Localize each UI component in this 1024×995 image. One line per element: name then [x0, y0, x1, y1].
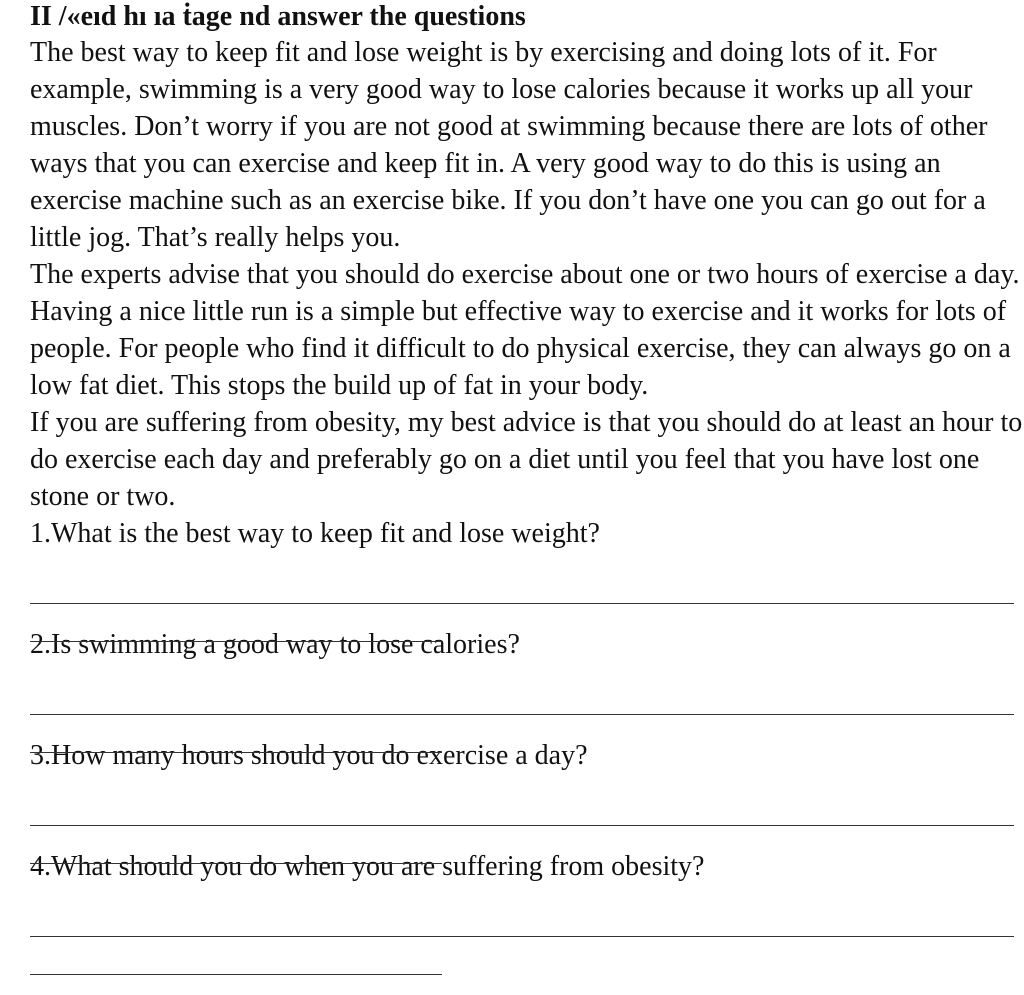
answer-line	[30, 603, 1014, 604]
passage-paragraph-1: The best way to keep fit and lose weight is by exercising and doing lots of it. For example, swimming is a very good way to lose calories because it works up all your muscles. Don’t worry if you are not good at swimming because there are lots of other ways that you can exercise and keep fit in. A very good way to do this is using an exercise machine such as an exercise bike. If you don’t have one you can go out for a little jog. That’s really helps you.	[30, 37, 988, 253]
question-2: 2.Is swimming a good way to lose calories?	[30, 629, 520, 660]
question-3: 3.How many hours should you do exercise a day?	[30, 740, 588, 771]
passage-paragraph-2: The experts advise that you should do exercise about one or two hours of exercise a day. Having a nice little run is a simple but effective way to exercise and it works for lots of people. For people who find it difficult to do physical exercise, they can always go on a low fat diet. This stops the build up of fat in your body.	[30, 259, 1020, 401]
passage-paragraph-3: If you are suffering from obesity, my best advice is that you should do at least an hour to do exercise each day and preferably go on a diet until you feel that you have lost one stone or two.	[30, 407, 1023, 512]
answer-line	[30, 974, 442, 975]
worksheet	[30, 0, 1024, 959]
reading-passage	[30, 34, 1024, 515]
question-block-3	[30, 737, 1024, 848]
exercise-heading: II /«eıd hı ıa ṫage nd answer the questions	[30, 1, 526, 32]
question-block-4	[30, 848, 1024, 959]
answer-area-3[interactable]	[30, 774, 1024, 848]
question-block-1	[30, 515, 1024, 626]
question-4: 4.What should you do when you are suffering from obesity?	[30, 851, 705, 882]
answer-line	[30, 714, 1014, 715]
question-block-2	[30, 626, 1024, 737]
answer-line	[30, 641, 442, 642]
answer-line	[30, 825, 1014, 826]
answer-line	[30, 936, 1014, 937]
answer-line	[30, 863, 442, 864]
answer-area-2[interactable]	[30, 663, 1024, 737]
question-1: 1.What is the best way to keep fit and lose weight?	[30, 518, 600, 549]
answer-line	[30, 752, 442, 753]
answer-area-4[interactable]	[30, 885, 1024, 959]
answer-area-1[interactable]	[30, 552, 1024, 626]
